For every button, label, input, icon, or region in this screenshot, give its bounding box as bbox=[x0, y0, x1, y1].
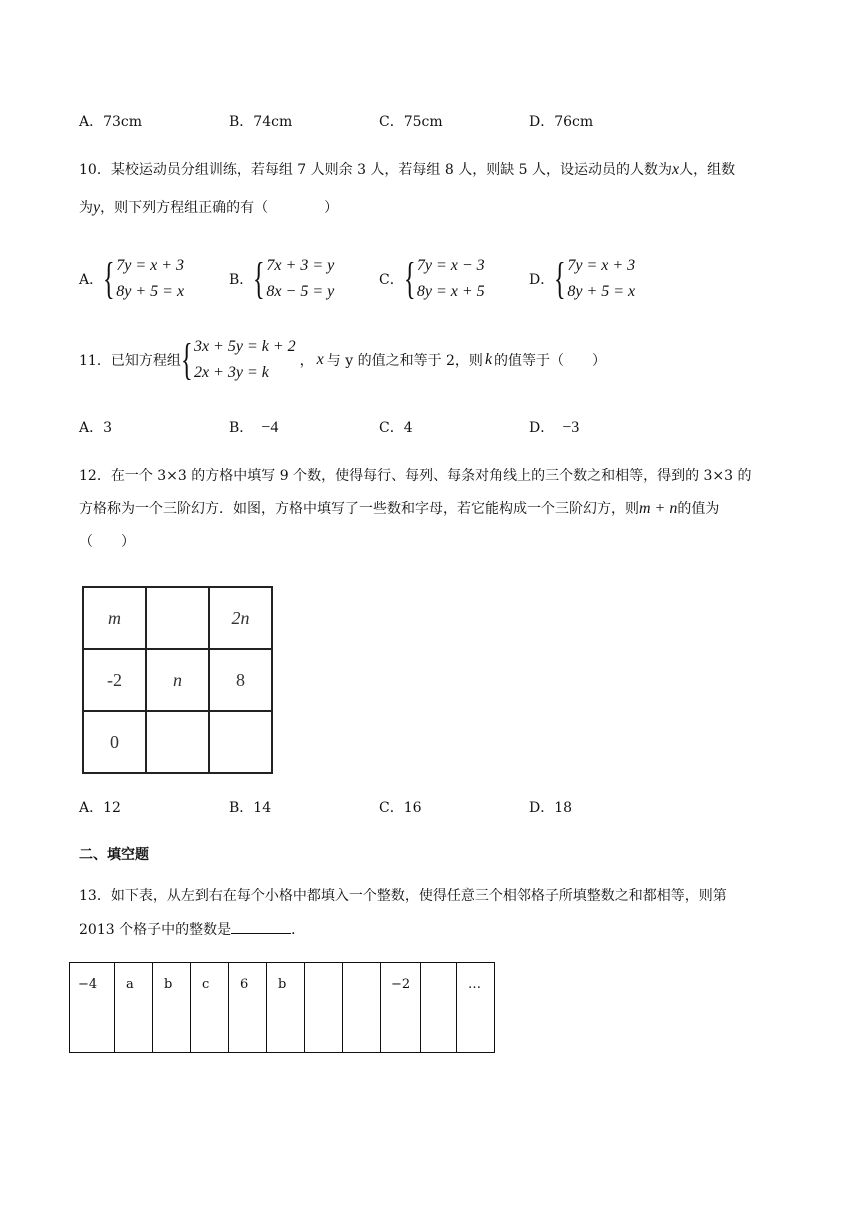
grid-cell bbox=[146, 711, 209, 773]
brace-icon: { bbox=[403, 254, 416, 303]
q11-text: ， bbox=[299, 353, 314, 369]
sequence-cell: −4 bbox=[70, 963, 115, 1053]
q13-text: ． bbox=[291, 922, 306, 938]
q11-option-a: A．3 bbox=[79, 420, 113, 436]
q9-option-c: C．75cm bbox=[379, 114, 443, 130]
grid-cell: 8 bbox=[209, 649, 272, 711]
q12-option-a: A．12 bbox=[79, 800, 121, 816]
sequence-cell: b bbox=[267, 963, 305, 1053]
q11-stem bbox=[79, 334, 606, 386]
q13-stem-line2 bbox=[79, 919, 305, 940]
magic-square-grid bbox=[82, 586, 273, 774]
q9-option-d: D．76cm bbox=[529, 114, 594, 130]
q12-stem-line1: 12．在一个 3×3 的方格中填写 9 个数，使得每行、每列、每条对角线上的三个数之和相等，得到的 3×3 的 bbox=[79, 468, 752, 484]
equation: 7y = x + 3 bbox=[567, 257, 636, 274]
var-y: y bbox=[93, 199, 101, 216]
brace-icon: { bbox=[180, 335, 193, 384]
grid-cell bbox=[146, 587, 209, 649]
grid-cell: 2n bbox=[209, 587, 272, 649]
q12-stem-line2 bbox=[79, 499, 719, 519]
q10-text: 为 bbox=[79, 200, 93, 216]
option-label: C． bbox=[379, 272, 404, 288]
grid-cell: n bbox=[146, 649, 209, 711]
q9-option-b: B．74cm bbox=[229, 114, 293, 130]
q11-text: 11．已知方程组 bbox=[79, 353, 181, 369]
sequence-table bbox=[69, 962, 495, 1053]
equation: 3x + 5y = k + 2 bbox=[193, 338, 296, 355]
equation: 7x + 3 = y bbox=[266, 257, 335, 274]
equation: 8y = x + 5 bbox=[416, 283, 485, 300]
q11-option-c: C．4 bbox=[379, 420, 413, 436]
equation: 2x + 3y = k bbox=[193, 364, 269, 381]
option-label: D． bbox=[529, 420, 555, 436]
sequence-cell: a bbox=[115, 963, 153, 1053]
grid-cell bbox=[209, 711, 272, 773]
sequence-cell bbox=[421, 963, 457, 1053]
q10-option-c bbox=[379, 253, 485, 305]
var-x: x bbox=[672, 161, 680, 178]
q12-text: 方格称为一个三阶幻方．如图，方格中填写了一些数和字母，若它能构成一个三阶幻方，则 bbox=[79, 501, 639, 517]
sequence-cell: c bbox=[191, 963, 229, 1053]
q11-option-b bbox=[229, 418, 278, 438]
q12-option-c: C．16 bbox=[379, 800, 422, 816]
sequence-cell bbox=[305, 963, 343, 1053]
q11-option-d bbox=[529, 418, 579, 438]
q13-stem-line1: 13．如下表，从左到右在每个小格中都填入一个整数，使得任意三个相邻格子所填整数之和都相等，则第 bbox=[79, 888, 727, 904]
brace-icon: { bbox=[103, 254, 115, 303]
sequence-cell: b bbox=[153, 963, 191, 1053]
var-k: k bbox=[484, 351, 493, 368]
q12-option-d: D．18 bbox=[529, 800, 573, 816]
sequence-cell: −2 bbox=[381, 963, 421, 1053]
q11-text: 的值等于（ ） bbox=[494, 353, 607, 369]
grid-cell: 0 bbox=[83, 711, 146, 773]
q11-text: 与 y 的值之和等于 2，则 bbox=[326, 353, 483, 369]
option-label: A． bbox=[79, 272, 104, 288]
q10-option-d bbox=[529, 253, 635, 305]
equation: 8y + 5 = x bbox=[567, 283, 636, 300]
math-expr: m + n bbox=[639, 500, 678, 517]
sequence-cell: … bbox=[457, 963, 495, 1053]
equation: 7y = x − 3 bbox=[416, 257, 485, 274]
grid-cell: -2 bbox=[83, 649, 146, 711]
brace-icon: { bbox=[253, 254, 265, 303]
sequence-cell bbox=[343, 963, 381, 1053]
q12-option-b: B．14 bbox=[229, 800, 272, 816]
option-value: −4 bbox=[261, 419, 279, 436]
q13-text: 2013 个格子中的整数是 bbox=[79, 922, 232, 938]
answer-blank bbox=[231, 919, 291, 934]
q10-stem-line1 bbox=[79, 160, 735, 180]
q12-stem-line3: （ ） bbox=[79, 534, 135, 550]
q10-text: ，则下列方程组正确的有（ ） bbox=[100, 200, 339, 216]
sequence-cell: 6 bbox=[229, 963, 267, 1053]
option-label: B． bbox=[229, 272, 254, 288]
q12-text: 的值为 bbox=[677, 501, 720, 517]
grid-cell: m bbox=[83, 587, 146, 649]
equation: 8x − 5 = y bbox=[266, 283, 335, 300]
q9-option-a: A．73cm bbox=[79, 114, 143, 130]
var-x: x bbox=[316, 351, 324, 368]
brace-icon: { bbox=[554, 254, 566, 303]
q10-option-b bbox=[229, 253, 334, 305]
q10-stem-line2 bbox=[79, 198, 338, 218]
option-value: −3 bbox=[562, 419, 580, 436]
option-label: B． bbox=[229, 420, 254, 436]
q10-text: 人，组数 bbox=[679, 162, 736, 178]
equation: 8y + 5 = x bbox=[116, 283, 185, 300]
q10-text: 10．某校运动员分组训练，若每组 7 人则余 3 人，若每组 8 人，则缺 5 人，设运动员的人数为 bbox=[79, 162, 673, 178]
equation: 7y = x + 3 bbox=[116, 257, 185, 274]
option-label: D． bbox=[529, 272, 555, 288]
q10-option-a bbox=[79, 253, 184, 305]
section-heading: 二、填空题 bbox=[79, 847, 149, 863]
